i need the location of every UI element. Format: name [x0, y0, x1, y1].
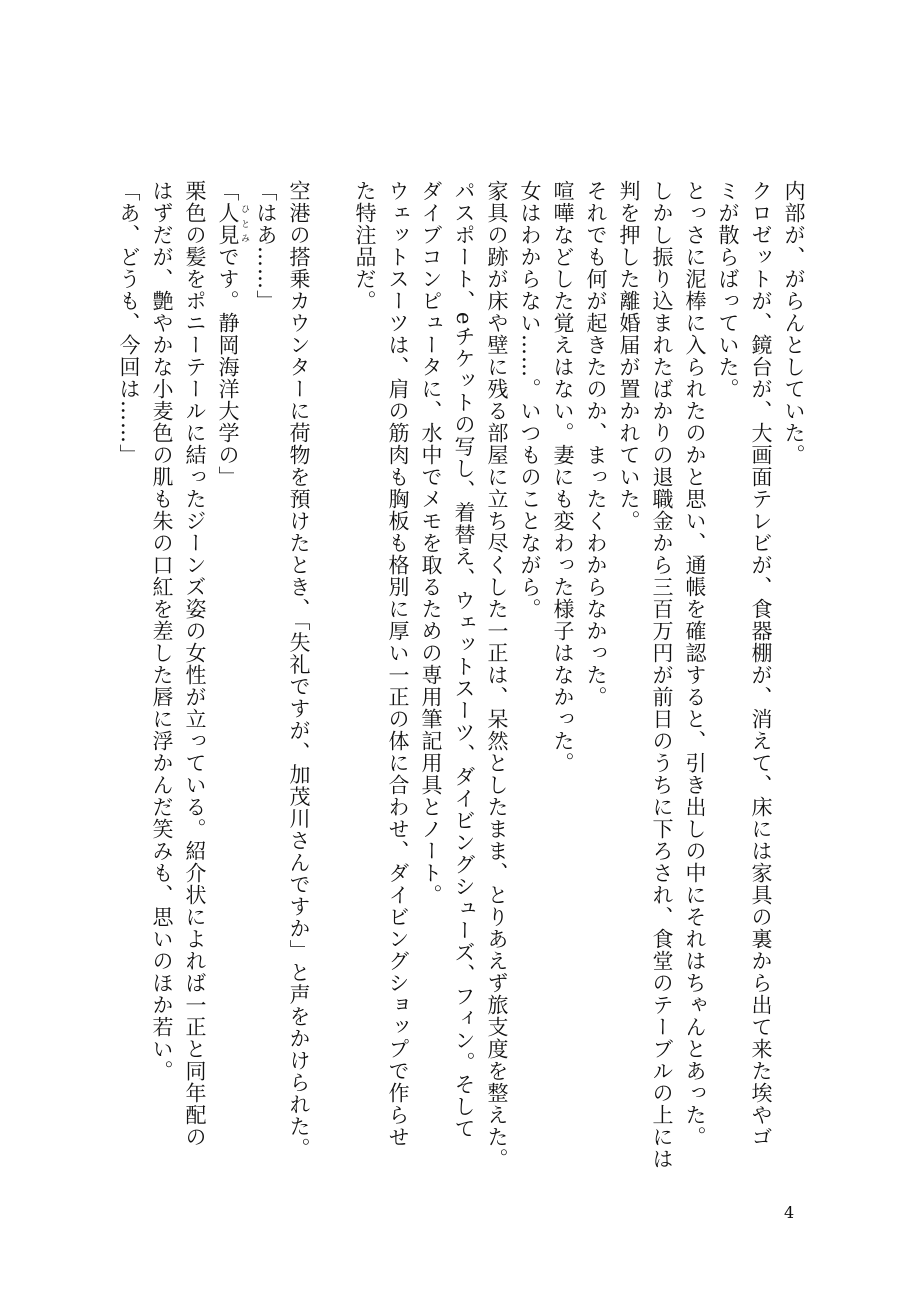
ruby-name: [216, 202, 249, 246]
text-line: 内部が、がらんとしていた。: [782, 180, 806, 466]
ruby-reading: ひとみ: [239, 202, 249, 246]
text-line: それでも何が起きたのか、まったくわからなかった。: [584, 180, 608, 708]
text-line: はずだが、艶やかな小麦色の肌も朱の口紅を差した唇に浮かんだ笑みも、思いのほか若い。: [150, 180, 174, 1082]
text-line: ダイブコンピュータに、水中でメモを取るための専用筆記用具とノート。: [419, 180, 443, 906]
ruby-base: 人見: [216, 202, 240, 246]
text-line-with-ruby: [211, 180, 249, 1180]
text-line: 栗色の髪をポニーテールに結ったジーンズ姿の女性が立っている。紹介状によれば一正と同年配の: [183, 180, 207, 1148]
text-line: パスポート、eチケットの写し、着替え、ウェットスーツ、ダイビングシューズ、フィン。そして: [452, 180, 476, 1140]
text-line: しかし振り込まれたばかりの退職金から三百万円が前日のうちに下ろされ、食堂のテーブルの上には: [650, 180, 674, 1170]
text-line: とっさに泥棒に入られたのかと思い、通帳を確認すると、引き出しの中にそれはちゃんとあった。: [683, 180, 707, 1148]
text-line: 女はわからない……。いつものことながら。: [518, 180, 542, 620]
text-line: 喧嘩などした覚えはない。妻にも変わった様子はなかった。: [551, 180, 575, 774]
text-line: 判を押した離婚届が置かれていた。: [617, 180, 641, 532]
page-number: 4: [784, 1203, 795, 1222]
quote-open: 「: [216, 180, 240, 202]
text-line: 「はあ……」: [254, 180, 278, 312]
text-line: た特注品だ。: [353, 180, 377, 312]
text-line: ミが散らばっていた。: [716, 180, 740, 400]
text-line: 「あ、どうも、今回は……」: [117, 180, 141, 466]
ruby-line-rest: です。静岡海洋大学の」: [216, 246, 240, 488]
vertical-text-body: [112, 180, 810, 1180]
text-line: ウェットスーツは、肩の筋肉も胸板も格別に厚い一正の体に合わせ、ダイビングショップで作らせ: [386, 180, 410, 1148]
text-line: 空港の搭乗カウンターに荷物を預けたとき、「失礼ですが、加茂川さんですか」と声をかけられた。: [287, 180, 311, 1160]
text-line: クロゼットが、鏡台が、大画面テレビが、食器棚が、消えて、床には家具の裏から出て来た埃やゴ: [749, 180, 773, 1148]
text-line: 家具の跡が床や壁に残る部屋に立ち尽くした一正は、呆然としたまま、とりあえず旅支度を整えた。: [485, 180, 509, 1170]
paragraph-break: [315, 180, 348, 1180]
